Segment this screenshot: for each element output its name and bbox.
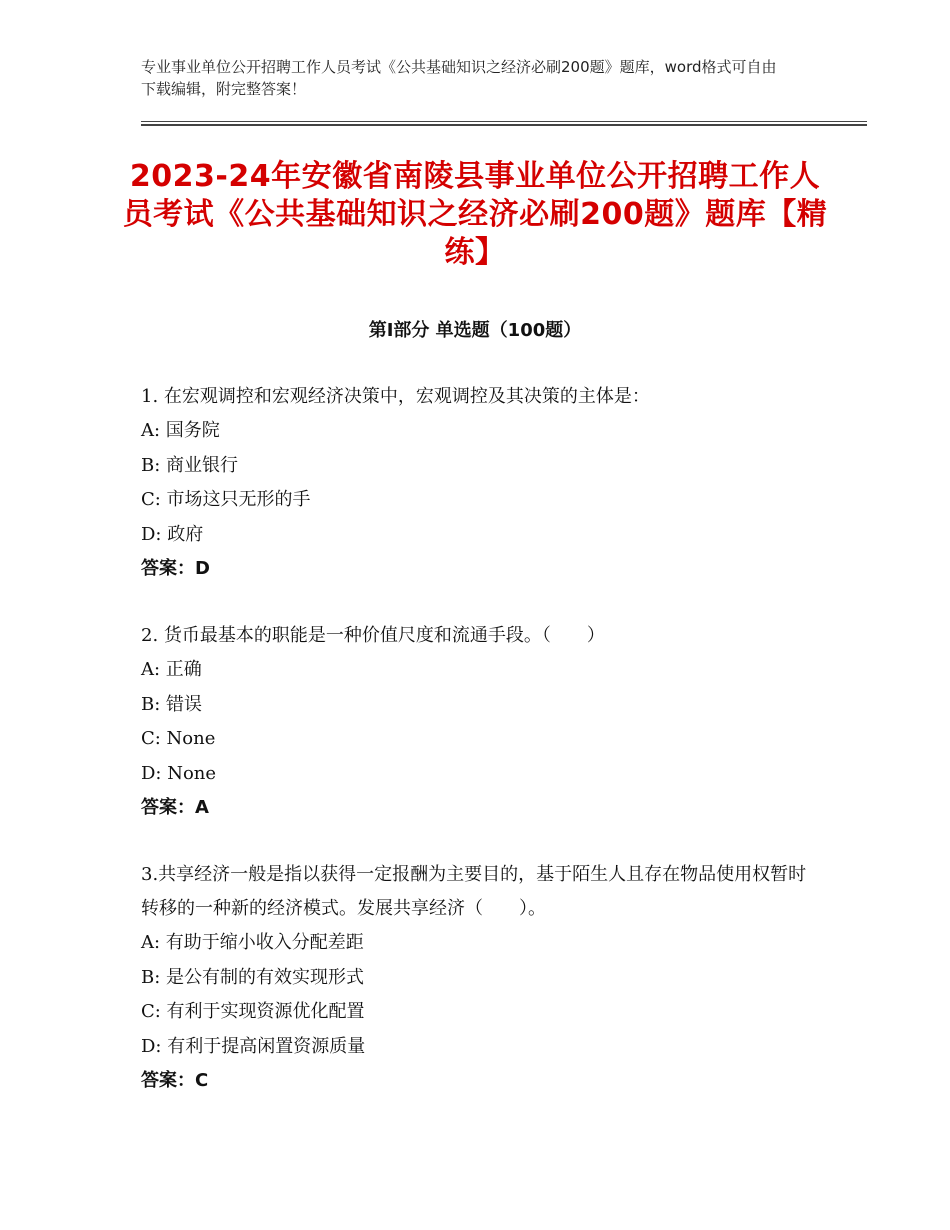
answer-text: 答案：C (141, 1070, 209, 1091)
question-item (141, 858, 821, 1098)
question-stem: 1. 在宏观调控和宏观经济决策中，宏观调控及其决策的主体是： (141, 386, 650, 407)
question-item (141, 619, 821, 825)
option-a: A: 有助于缩小收入分配差距 (141, 932, 364, 953)
question-item (141, 380, 821, 586)
document-title: 2023-24年安徽省南陵县事业单位公开招聘工作人员考试《公共基础知识之经济必刷200题》题库【精练】 (122, 159, 828, 270)
answer-text: 答案：D (141, 558, 210, 579)
option-d: D: 政府 (141, 523, 204, 545)
option-a: A: 正确 (141, 659, 202, 680)
header-note: 专业事业单位公开招聘工作人员考试《公共基础知识之经济必刷200题》题库，word格式可自由下载编辑，附完整答案！ (141, 58, 777, 98)
option-d: D: 有利于提高闲置资源质量 (141, 1035, 366, 1057)
answer-text: 答案：A (141, 797, 209, 818)
question-stem: 3.共享经济一般是指以获得一定报酬为主要目的，基于陌生人且存在物品使用权暂时转移的一种新的经济模式。发展共享经济（ ）。 (141, 864, 807, 919)
question-stem: 2. 货币最基本的职能是一种价值尺度和流通手段。（ ） (141, 625, 605, 646)
option-b: B: 商业银行 (141, 454, 239, 476)
option-d: D: None (141, 762, 217, 784)
option-c: C: 有利于实现资源优化配置 (141, 1001, 365, 1022)
option-b: B: 错误 (141, 693, 203, 715)
option-a: A: 国务院 (141, 420, 220, 441)
section-heading: 第Ⅰ部分 单选题（100题） (368, 320, 582, 341)
option-c: C: None (141, 728, 216, 749)
header-divider-bottom (141, 124, 867, 126)
option-c: C: 市场这只无形的手 (141, 489, 311, 510)
option-b: B: 是公有制的有效实现形式 (141, 966, 365, 988)
header-divider-top (141, 121, 867, 122)
